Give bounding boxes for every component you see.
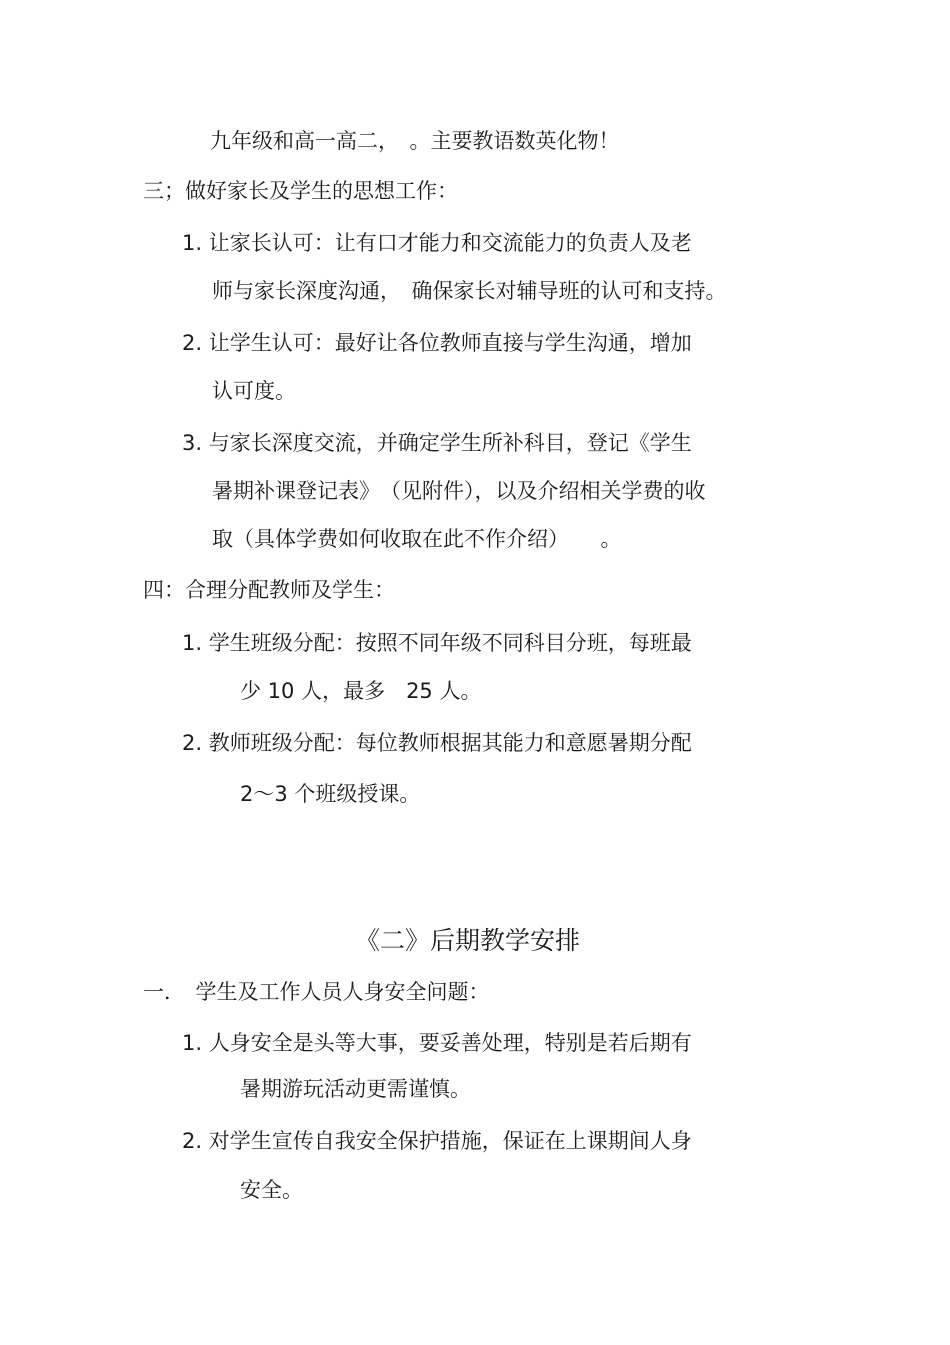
list-item-7-cont: 安全。 bbox=[240, 1178, 303, 1202]
text-line-subjects: 九年级和高一高二， 。主要教语数英化物！ bbox=[210, 129, 620, 153]
list-item-3-cont: 暑期补课登记表》 （见附件），以及介绍相关学费的收 bbox=[212, 479, 706, 503]
list-item-4-cont: 少 10 人，最多 25 人。 bbox=[240, 679, 482, 703]
list-item-5: 2. 教师班级分配：每位教师根据其能力和意愿暑期分配 bbox=[182, 731, 692, 755]
list-item-2-cont: 认可度。 bbox=[212, 379, 296, 403]
list-item-1-cont: 师与家长深度沟通， 确保家长对辅导班的认可和支持。 bbox=[212, 279, 727, 303]
list-item-5-cont: 2～3 个班级授课。 bbox=[240, 782, 421, 806]
section-heading-three: 三；做好家长及学生的思想工作： bbox=[143, 179, 458, 203]
list-item-4: 1. 学生班级分配：按照不同年级不同科目分班，每班最 bbox=[182, 631, 692, 655]
section-title: 《二》后期教学安排 bbox=[355, 926, 581, 955]
list-item-2: 2. 让学生认可：最好让各位教师直接与学生沟通，增加 bbox=[182, 331, 692, 355]
section-heading-four: 四：合理分配教师及学生： bbox=[143, 578, 395, 602]
section-heading-one: 一． 学生及工作人员人身安全问题： bbox=[143, 980, 490, 1004]
list-item-3-cont2: 取（具体学费如何收取在此不作介绍） 。 bbox=[212, 527, 622, 551]
list-item-6-cont: 暑期游玩活动更需谨慎。 bbox=[240, 1077, 471, 1101]
list-item-1: 1. 让家长认可：让有口才能力和交流能力的负责人及老 bbox=[182, 231, 692, 255]
list-item-3: 3. 与家长深度交流，并确定学生所补科目，登记《学生 bbox=[182, 431, 692, 455]
list-item-7: 2. 对学生宣传自我安全保护措施，保证在上课期间人身 bbox=[182, 1129, 692, 1153]
list-item-6: 1. 人身安全是头等大事，要妥善处理，特别是若后期有 bbox=[182, 1031, 692, 1055]
